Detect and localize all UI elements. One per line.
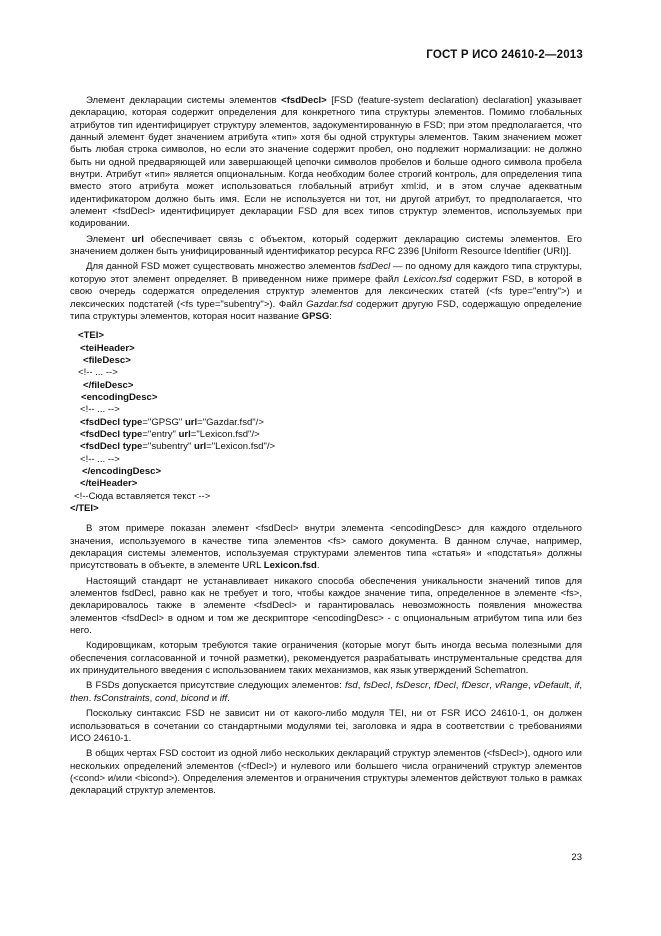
code-comment: <!-- ... --> [78, 367, 118, 379]
element-name: fsDescr [395, 680, 429, 692]
code-line: <fileDesc> [83, 354, 131, 366]
code-line-fsddecl [70, 417, 582, 429]
text-run: содержит другую FSD, содержащую определение типа структуры элементов, которая носит название [70, 298, 582, 322]
paragraph-example-explanation [70, 523, 582, 572]
code-comment: <!--Сюда вставляется текст --> [74, 490, 211, 502]
paragraph-syntax-independence: Поскольку синтаксис FSD не зависит ни от какого-либо модуля TEI, ни от FSR ИСО 24610-1, он должен использоваться в сочетании со стандартными модулями tei, заголовка и ядра в соответствии с требованиями ИСО 24610-1. [70, 708, 582, 744]
code-attr: url [184, 416, 198, 428]
code-tag: <fsdDecl [80, 428, 123, 440]
element-name: fDecl [434, 680, 456, 692]
paragraph-uniqueness: Настоящий стандарт не устанавливает никакого способа обеспечения уникальности значений типов для элементов fsdDecl, равно как не требует и того, чтобы каждое значение типа, определенное в элементе <fs>, декларировалось также в элементе <fsdDecl> и гарантировалась невозможность появления множества элементов <fsdDecl> в одном и том же дескрипторе <encodingDesc> - с опциональным атрибутом типа или без него. [70, 575, 582, 637]
code-tag: <fsdDecl [80, 416, 123, 428]
code-tag: <fsdDecl [80, 441, 123, 453]
file-name: Lexicon.fsd [403, 273, 452, 285]
text-run: : [329, 310, 332, 322]
code-comment: <!-- ... --> [80, 404, 120, 416]
separator: , [527, 680, 534, 692]
code-value: ="GPSG" [142, 416, 185, 428]
code-attr: url [193, 441, 207, 453]
paragraph-fsd-structure: В общих чертах FSD состоит из одной либо нескольких деклараций структур элементов (<fsDecl>), одного или нескольких определений элементов (<fDecl>) и нулевого или большего числа ограничений структур элементов (<cond> и/или <bicond>). Определения элементов и ограничения структуры элементов действуют только в рамках деклараций структур элементов. [70, 748, 582, 797]
separator: , [149, 692, 155, 704]
page-number: 23 [571, 852, 582, 863]
file-name: Lexicon.fsd [263, 560, 317, 572]
element-name: fsConstraints [93, 692, 150, 704]
text-run: — по одному для каждого типа структуры, которую этот элемент определяет. В приведенном ниже примере файл [70, 261, 582, 285]
code-line: <TEI> [78, 330, 105, 342]
element-name: vRange [495, 680, 528, 692]
element-name: vDefault [533, 680, 569, 692]
element-name: url [131, 233, 144, 245]
separator: . [227, 692, 230, 704]
separator: , [390, 680, 396, 692]
element-name: <fsdDecl> [281, 95, 327, 106]
code-attr: url [178, 428, 191, 440]
code-line: </teiHeader> [80, 478, 138, 490]
text-run: Элемент декларации системы элементов [86, 95, 282, 106]
element-name: then [70, 692, 89, 704]
separator: , [489, 680, 495, 692]
separator: , [568, 680, 575, 692]
code-line: </TEI> [70, 503, 99, 514]
text-run: В FSDs допускается присутствие следующих элементов: [86, 680, 345, 692]
paragraph-url-element [70, 234, 582, 259]
separator: , [579, 680, 582, 692]
separator: , [175, 692, 181, 704]
code-value: ="entry" [142, 428, 179, 440]
element-name: fsd [344, 680, 358, 692]
text-run: Для данной FSD может существовать множество элементов [86, 261, 359, 273]
code-line-fsddecl [70, 429, 582, 441]
element-name: iff [219, 692, 228, 704]
code-line: </encodingDesc> [82, 465, 162, 477]
text-run: обеспечивает связь с объектом, который содержит декларацию системы элементов. Его значением должен быть унифицированный идентификатор ресурса RFC 2396 [Uniform Resource Identifier (URI)]. [70, 233, 582, 258]
text-run: Элемент [86, 233, 132, 245]
element-name: fDescr [461, 680, 490, 692]
page-body [70, 95, 582, 801]
code-line-fsddecl [70, 441, 582, 453]
text-run: [FSD (feature-system declaration) declaration] указывает декларацию, которая содержит определения для конкретного типа структуры элементов. Помимо глобальных атрибутов тип идентифицирует структуру элементов, задокументированную в FSD; при этом предполагается, что данный элемент будет значением атрибута «тип» хотя бы одной структуры элементов. Таким значением может быть любая строка символов, но если это значение содержит пробел, оно подлежит нормализации: не должно быть ни одной предваряющей или завершающей цепочки символов пробелов и больше одного символа пробела внутри. Атрибут «тип» является опциональным. Когда необходим более строгий контроль, для определения типа вместо этого атрибута может использоваться глобальный атрибут xml:id, и в этом случае адекватным идентификатором должно быть имя. Если не используется ни тот, ни другой атрибут, то предполагается, что элемент <fsdDecl> идентифицирует декларации FSD для всех типов структур элементов, используемых при кодировании. [70, 95, 583, 230]
element-name: bicond [180, 692, 210, 704]
text-run: содержит FSD, в которой в свою очередь содержатся определения структур элементов для лексических статей (<fs type="entry">) и лексических подстатей (<fs type="subentry">). Файл [70, 273, 582, 310]
element-name: cond [154, 692, 176, 704]
file-name: Gazdar.fsd [306, 298, 353, 310]
separator: , [455, 680, 462, 692]
code-attr: type [122, 416, 143, 428]
element-name: fsdDecl [358, 261, 391, 273]
code-value: ="Lexicon.fsd"/> [206, 441, 276, 453]
code-example [70, 330, 582, 515]
separator: и [209, 692, 220, 704]
document-header: ГОСТ Р ИСО 24610-2—2013 [426, 49, 583, 61]
separator: . [88, 692, 94, 704]
paragraph-encoders: Кодировщикам, которым требуются такие ограничения (которые могут быть иногда весьма полезными для обеспечения согласованной и точной разметки), рекомендуется разрабатывать инструментальные средства для их принудительного введения с использованием таких механизмов, как язык утверждений Schematron. [70, 640, 582, 677]
text-run: В этом примере показан элемент <fsdDecl> внутри элемента <encodingDesc> для каждого отдельного значения, используемого в качестве типа элементов <fs> самого документа. В данном случае, например, декларация системы элементов, используемая структурами элементов типа «статья» и «подстатья» должны присутствовать в объекте, в элементе URL [70, 523, 582, 572]
code-line: <teiHeader> [80, 342, 135, 354]
paragraph-fsddecl-definition [70, 95, 582, 231]
element-name: if [574, 680, 580, 692]
paragraph-allowed-elements [70, 680, 582, 705]
code-value: ="Gazdar.fsd"/> [197, 416, 264, 428]
separator: , [428, 680, 435, 692]
type-name: GPSG [301, 310, 330, 322]
code-attr: type [122, 428, 143, 440]
code-line: <encodingDesc> [81, 391, 158, 403]
element-name: fsDecl [363, 680, 391, 692]
paragraph-example-intro [70, 261, 582, 323]
text-run: . [316, 560, 320, 572]
code-value: ="subentry" [142, 441, 194, 453]
code-comment: <!-- ... --> [80, 453, 120, 465]
code-attr: type [122, 441, 143, 453]
code-value: ="Lexicon.fsd"/> [190, 428, 260, 440]
separator: , [357, 680, 364, 692]
code-line: </fileDesc> [83, 379, 134, 391]
